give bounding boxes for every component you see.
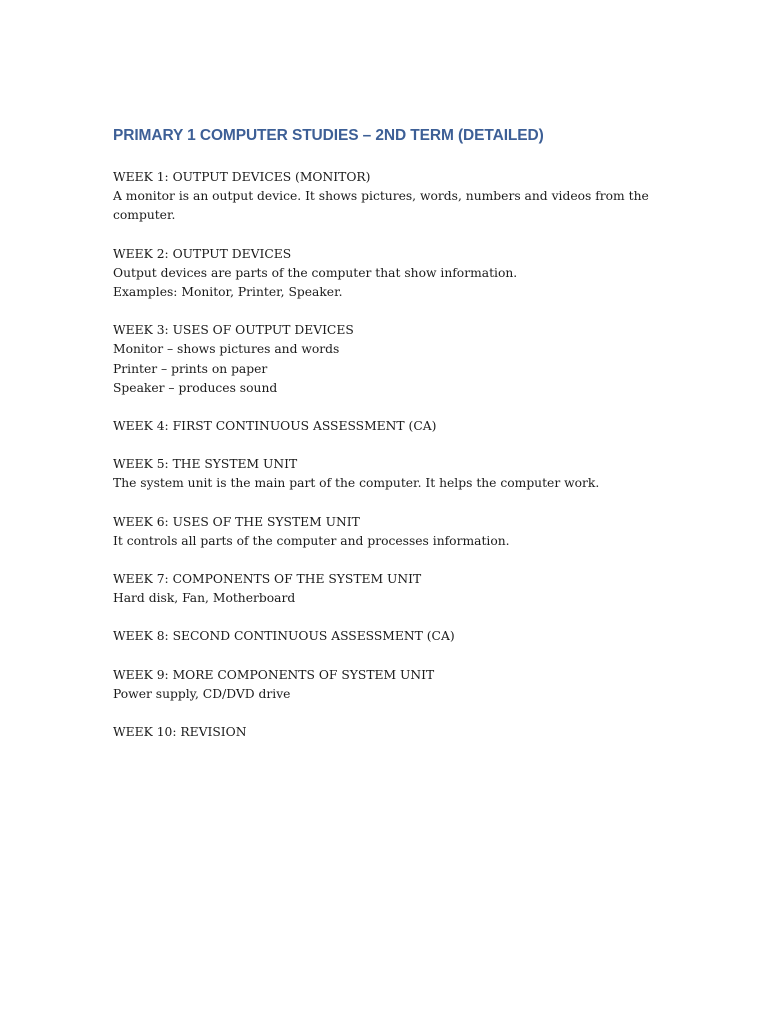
week-section xyxy=(113,168,653,226)
week-heading: WEEK 3: USES OF OUTPUT DEVICES xyxy=(113,323,354,338)
week-body-line: The system unit is the main part of the computer. It helps the computer work. xyxy=(113,476,600,491)
week-section xyxy=(113,723,653,742)
week-section xyxy=(113,321,653,398)
week-section xyxy=(113,666,653,704)
week-heading: WEEK 4: FIRST CONTINUOUS ASSESSMENT (CA) xyxy=(113,419,437,434)
week-section xyxy=(113,627,653,646)
week-heading: WEEK 9: MORE COMPONENTS OF SYSTEM UNIT xyxy=(113,667,435,682)
week-heading: WEEK 7: COMPONENTS OF THE SYSTEM UNIT xyxy=(113,572,422,587)
week-heading: WEEK 10: REVISION xyxy=(113,725,247,740)
week-section xyxy=(113,245,653,303)
week-body-line: Monitor – shows pictures and words xyxy=(113,342,340,357)
week-body-line: Hard disk, Fan, Motherboard xyxy=(113,591,296,606)
week-body-line: Examples: Monitor, Printer, Speaker. xyxy=(113,285,343,300)
week-heading: WEEK 5: THE SYSTEM UNIT xyxy=(113,457,298,472)
document-page xyxy=(113,124,653,761)
week-heading: WEEK 2: OUTPUT DEVICES xyxy=(113,246,292,261)
sections-list xyxy=(113,168,653,742)
week-heading: WEEK 8: SECOND CONTINUOUS ASSESSMENT (CA) xyxy=(113,629,455,644)
week-body-line: Power supply, CD/DVD drive xyxy=(113,686,291,701)
week-body-line: Printer – prints on paper xyxy=(113,361,268,376)
week-section xyxy=(113,455,653,493)
document-title: PRIMARY 1 COMPUTER STUDIES – 2ND TERM (DETAILED) xyxy=(113,127,544,144)
week-section xyxy=(113,513,653,551)
week-body-line: A monitor is an output device. It shows pictures, words, numbers and videos from the computer. xyxy=(113,189,649,223)
week-body-line: It controls all parts of the computer and processes information. xyxy=(113,533,510,548)
week-section xyxy=(113,417,653,436)
week-body-line: Output devices are parts of the computer that show information. xyxy=(113,265,518,280)
week-body-line: Speaker – produces sound xyxy=(113,380,278,395)
week-section xyxy=(113,570,653,608)
week-heading: WEEK 6: USES OF THE SYSTEM UNIT xyxy=(113,514,360,529)
week-heading: WEEK 1: OUTPUT DEVICES (MONITOR) xyxy=(113,170,371,184)
